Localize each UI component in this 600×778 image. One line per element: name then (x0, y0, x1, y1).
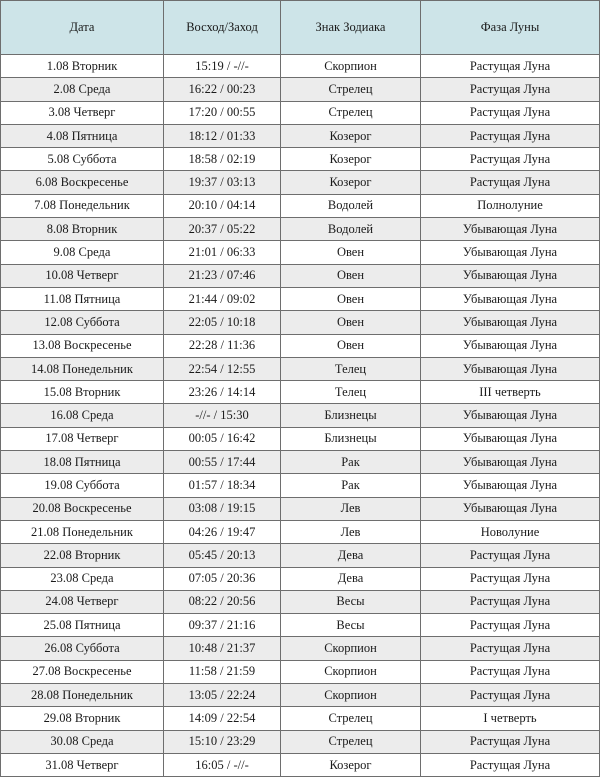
cell-date: 24.08 Четверг (1, 590, 164, 613)
cell-rise-set: 22:28 / 11:36 (164, 334, 281, 357)
cell-zodiac: Близнецы (281, 404, 421, 427)
cell-date: 2.08 Среда (1, 78, 164, 101)
cell-rise-set: 03:08 / 19:15 (164, 497, 281, 520)
table-row (1, 753, 600, 776)
table-body (1, 55, 600, 777)
cell-zodiac: Овен (281, 264, 421, 287)
cell-rise-set: 04:26 / 19:47 (164, 520, 281, 543)
cell-rise-set: 20:37 / 05:22 (164, 218, 281, 241)
cell-moon-phase: Убывающая Луна (421, 404, 600, 427)
cell-date: 7.08 Понедельник (1, 194, 164, 217)
cell-zodiac: Близнецы (281, 427, 421, 450)
table-row (1, 101, 600, 124)
cell-date: 19.08 Суббота (1, 474, 164, 497)
cell-zodiac: Весы (281, 614, 421, 637)
cell-moon-phase: Растущая Луна (421, 148, 600, 171)
table-row (1, 381, 600, 404)
cell-moon-phase: Убывающая Луна (421, 357, 600, 380)
table-row (1, 55, 600, 78)
cell-zodiac: Стрелец (281, 730, 421, 753)
table-row (1, 241, 600, 264)
cell-date: 20.08 Воскресенье (1, 497, 164, 520)
cell-rise-set: 05:45 / 20:13 (164, 544, 281, 567)
table-row (1, 497, 600, 520)
cell-moon-phase: Убывающая Луна (421, 218, 600, 241)
cell-zodiac: Скорпион (281, 660, 421, 683)
cell-date: 6.08 Воскресенье (1, 171, 164, 194)
cell-moon-phase: Убывающая Луна (421, 264, 600, 287)
cell-rise-set: 16:05 / -//- (164, 753, 281, 776)
cell-moon-phase: Растущая Луна (421, 660, 600, 683)
cell-rise-set: 11:58 / 21:59 (164, 660, 281, 683)
cell-rise-set: 10:48 / 21:37 (164, 637, 281, 660)
table-row (1, 427, 600, 450)
table-row (1, 404, 600, 427)
cell-date: 5.08 Суббота (1, 148, 164, 171)
cell-moon-phase: Убывающая Луна (421, 427, 600, 450)
cell-date: 12.08 Суббота (1, 311, 164, 334)
cell-zodiac: Овен (281, 311, 421, 334)
cell-date: 26.08 Суббота (1, 637, 164, 660)
cell-moon-phase: III четверть (421, 381, 600, 404)
cell-moon-phase: Растущая Луна (421, 567, 600, 590)
cell-date: 8.08 Вторник (1, 218, 164, 241)
cell-date: 1.08 Вторник (1, 55, 164, 78)
cell-moon-phase: Новолуние (421, 520, 600, 543)
table-row (1, 520, 600, 543)
cell-zodiac: Козерог (281, 171, 421, 194)
cell-date: 9.08 Среда (1, 241, 164, 264)
header-rise-set: Восход/Заход (164, 1, 281, 55)
cell-moon-phase: Растущая Луна (421, 78, 600, 101)
cell-zodiac: Козерог (281, 124, 421, 147)
cell-zodiac: Рак (281, 451, 421, 474)
cell-rise-set: 00:05 / 16:42 (164, 427, 281, 450)
cell-date: 11.08 Пятница (1, 287, 164, 310)
cell-moon-phase: Растущая Луна (421, 55, 600, 78)
cell-zodiac: Стрелец (281, 707, 421, 730)
cell-zodiac: Весы (281, 590, 421, 613)
cell-zodiac: Дева (281, 567, 421, 590)
cell-date: 22.08 Вторник (1, 544, 164, 567)
header-moon-phase: Фаза Луны (421, 1, 600, 55)
cell-moon-phase: Полнолуние (421, 194, 600, 217)
cell-date: 4.08 Пятница (1, 124, 164, 147)
cell-zodiac: Козерог (281, 148, 421, 171)
cell-rise-set: 21:01 / 06:33 (164, 241, 281, 264)
table-row (1, 171, 600, 194)
header-date: Дата (1, 1, 164, 55)
table-row (1, 78, 600, 101)
cell-moon-phase: Убывающая Луна (421, 311, 600, 334)
cell-rise-set: 17:20 / 00:55 (164, 101, 281, 124)
cell-zodiac: Телец (281, 381, 421, 404)
table-row (1, 567, 600, 590)
cell-rise-set: 19:37 / 03:13 (164, 171, 281, 194)
cell-zodiac: Козерог (281, 753, 421, 776)
cell-date: 13.08 Воскресенье (1, 334, 164, 357)
cell-moon-phase: Растущая Луна (421, 684, 600, 707)
table-row (1, 614, 600, 637)
cell-zodiac: Скорпион (281, 684, 421, 707)
cell-rise-set: 09:37 / 21:16 (164, 614, 281, 637)
cell-rise-set: 21:23 / 07:46 (164, 264, 281, 287)
cell-rise-set: 14:09 / 22:54 (164, 707, 281, 730)
table-row (1, 218, 600, 241)
cell-zodiac: Стрелец (281, 78, 421, 101)
cell-date: 15.08 Вторник (1, 381, 164, 404)
cell-moon-phase: Растущая Луна (421, 590, 600, 613)
table-row (1, 287, 600, 310)
cell-date: 3.08 Четверг (1, 101, 164, 124)
cell-rise-set: 15:19 / -//- (164, 55, 281, 78)
cell-moon-phase: Растущая Луна (421, 614, 600, 637)
table-row (1, 194, 600, 217)
cell-date: 10.08 Четверг (1, 264, 164, 287)
cell-date: 14.08 Понедельник (1, 357, 164, 380)
table-row (1, 637, 600, 660)
cell-zodiac: Овен (281, 287, 421, 310)
cell-moon-phase: Растущая Луна (421, 730, 600, 753)
table-row (1, 730, 600, 753)
table-row (1, 148, 600, 171)
cell-moon-phase: I четверть (421, 707, 600, 730)
cell-moon-phase: Убывающая Луна (421, 334, 600, 357)
cell-date: 25.08 Пятница (1, 614, 164, 637)
cell-rise-set: 23:26 / 14:14 (164, 381, 281, 404)
table-row (1, 660, 600, 683)
cell-rise-set: 22:54 / 12:55 (164, 357, 281, 380)
cell-zodiac: Водолей (281, 194, 421, 217)
table-row (1, 707, 600, 730)
cell-rise-set: 18:12 / 01:33 (164, 124, 281, 147)
table-row (1, 124, 600, 147)
cell-date: 29.08 Вторник (1, 707, 164, 730)
cell-moon-phase: Убывающая Луна (421, 287, 600, 310)
cell-moon-phase: Растущая Луна (421, 544, 600, 567)
cell-moon-phase: Растущая Луна (421, 637, 600, 660)
cell-date: 21.08 Понедельник (1, 520, 164, 543)
table-row (1, 544, 600, 567)
cell-zodiac: Скорпион (281, 637, 421, 660)
cell-date: 31.08 Четверг (1, 753, 164, 776)
cell-rise-set: 01:57 / 18:34 (164, 474, 281, 497)
cell-zodiac: Рак (281, 474, 421, 497)
cell-moon-phase: Растущая Луна (421, 124, 600, 147)
cell-date: 28.08 Понедельник (1, 684, 164, 707)
cell-moon-phase: Убывающая Луна (421, 474, 600, 497)
cell-zodiac: Стрелец (281, 101, 421, 124)
cell-rise-set: 15:10 / 23:29 (164, 730, 281, 753)
cell-rise-set: 22:05 / 10:18 (164, 311, 281, 334)
table-row (1, 474, 600, 497)
cell-zodiac: Водолей (281, 218, 421, 241)
cell-date: 17.08 Четверг (1, 427, 164, 450)
cell-zodiac: Дева (281, 544, 421, 567)
cell-moon-phase: Растущая Луна (421, 101, 600, 124)
cell-zodiac: Скорпион (281, 55, 421, 78)
cell-date: 27.08 Воскресенье (1, 660, 164, 683)
cell-rise-set: 20:10 / 04:14 (164, 194, 281, 217)
cell-date: 30.08 Среда (1, 730, 164, 753)
cell-rise-set: 08:22 / 20:56 (164, 590, 281, 613)
table-row (1, 264, 600, 287)
cell-zodiac: Телец (281, 357, 421, 380)
cell-moon-phase: Убывающая Луна (421, 497, 600, 520)
cell-rise-set: 16:22 / 00:23 (164, 78, 281, 101)
table-row (1, 334, 600, 357)
table-row (1, 311, 600, 334)
cell-rise-set: -//- / 15:30 (164, 404, 281, 427)
cell-rise-set: 21:44 / 09:02 (164, 287, 281, 310)
cell-moon-phase: Растущая Луна (421, 753, 600, 776)
cell-zodiac: Лев (281, 497, 421, 520)
cell-zodiac: Овен (281, 334, 421, 357)
table-row (1, 451, 600, 474)
table-row (1, 357, 600, 380)
cell-rise-set: 07:05 / 20:36 (164, 567, 281, 590)
cell-moon-phase: Убывающая Луна (421, 241, 600, 264)
cell-rise-set: 13:05 / 22:24 (164, 684, 281, 707)
table-row (1, 590, 600, 613)
cell-moon-phase: Растущая Луна (421, 171, 600, 194)
cell-moon-phase: Убывающая Луна (421, 451, 600, 474)
cell-date: 18.08 Пятница (1, 451, 164, 474)
cell-date: 23.08 Среда (1, 567, 164, 590)
header-row (1, 1, 600, 55)
header-zodiac: Знак Зодиака (281, 1, 421, 55)
table-row (1, 684, 600, 707)
cell-rise-set: 18:58 / 02:19 (164, 148, 281, 171)
cell-date: 16.08 Среда (1, 404, 164, 427)
cell-zodiac: Лев (281, 520, 421, 543)
cell-rise-set: 00:55 / 17:44 (164, 451, 281, 474)
cell-zodiac: Овен (281, 241, 421, 264)
